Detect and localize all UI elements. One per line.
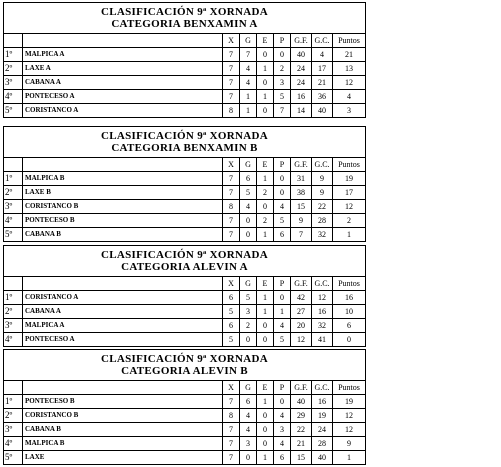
stat-cell: 1 (257, 228, 274, 242)
stat-cell: 31 (291, 172, 312, 186)
stat-cell: 0 (257, 48, 274, 62)
stat-cell: 7 (291, 228, 312, 242)
stat-cell: 6 (240, 172, 257, 186)
header-row (4, 277, 366, 291)
stat-cell: 28 (312, 437, 333, 451)
stat-cell: 7 (274, 104, 291, 118)
standings-table (3, 245, 366, 347)
stat-cell: 19 (333, 172, 366, 186)
stat-cell: 12 (312, 291, 333, 305)
position-cell: 4º (4, 90, 23, 104)
stat-cell: 5 (240, 291, 257, 305)
stat-cell: 0 (257, 437, 274, 451)
position-cell: 1º (4, 172, 23, 186)
stat-cell: 0 (240, 214, 257, 228)
header-row (4, 34, 366, 48)
stat-cell: 12 (333, 76, 366, 90)
column-header: G.F. (291, 277, 312, 291)
category-line: CATEGORIA ALEVIN A (121, 261, 248, 273)
stat-cell: 8 (223, 104, 240, 118)
team-cell: CABANA A (23, 76, 223, 90)
team-cell: CABANA B (23, 228, 223, 242)
column-header: P (274, 277, 291, 291)
table-title (4, 350, 366, 381)
standings-table-block (3, 126, 366, 242)
stat-cell: 16 (312, 305, 333, 319)
table-row (4, 172, 366, 186)
stat-cell: 3 (333, 104, 366, 118)
stat-cell: 8 (223, 200, 240, 214)
stat-cell: 4 (274, 200, 291, 214)
table-row (4, 319, 366, 333)
standings-table (3, 126, 366, 242)
stat-cell: 4 (274, 437, 291, 451)
stat-cell: 3 (240, 437, 257, 451)
stat-cell: 40 (312, 104, 333, 118)
stat-cell: 1 (257, 451, 274, 465)
stat-cell: 7 (223, 76, 240, 90)
team-cell: CABANA B (23, 423, 223, 437)
stat-cell: 4 (274, 319, 291, 333)
stat-cell: 2 (274, 62, 291, 76)
stat-cell: 16 (312, 395, 333, 409)
stat-cell: 21 (333, 48, 366, 62)
stat-cell: 0 (333, 333, 366, 347)
table-row (4, 395, 366, 409)
stat-cell: 17 (312, 62, 333, 76)
position-cell: 5º (4, 451, 23, 465)
column-header: E (257, 34, 274, 48)
stat-cell: 0 (240, 228, 257, 242)
position-cell: 4º (4, 214, 23, 228)
column-header: G.C. (312, 381, 333, 395)
table-row (4, 305, 366, 319)
stat-cell: 4 (240, 409, 257, 423)
position-cell: 3º (4, 423, 23, 437)
stat-cell: 9 (312, 172, 333, 186)
team-cell: LAXE B (23, 186, 223, 200)
table-row (4, 333, 366, 347)
stat-cell: 15 (291, 200, 312, 214)
stat-cell: 4 (274, 409, 291, 423)
table-title (4, 3, 366, 34)
stat-cell: 21 (312, 76, 333, 90)
title-row (4, 246, 366, 277)
category-line: CATEGORIA ALEVIN B (121, 365, 248, 377)
column-header: G.F. (291, 158, 312, 172)
column-header: G (240, 34, 257, 48)
stat-cell: 17 (333, 186, 366, 200)
position-cell: 4º (4, 437, 23, 451)
stat-cell: 27 (291, 305, 312, 319)
stat-cell: 7 (223, 214, 240, 228)
stat-cell: 5 (274, 333, 291, 347)
column-header: G.F. (291, 381, 312, 395)
column-header: P (274, 381, 291, 395)
stat-cell: 22 (312, 200, 333, 214)
stat-cell: 0 (274, 186, 291, 200)
stat-cell: 1 (257, 90, 274, 104)
column-header: P (274, 34, 291, 48)
column-header: Puntos (333, 277, 366, 291)
stat-cell: 5 (274, 90, 291, 104)
stat-cell: 7 (223, 423, 240, 437)
stat-cell: 7 (223, 228, 240, 242)
stat-cell: 7 (240, 48, 257, 62)
stat-cell: 0 (257, 76, 274, 90)
column-header: G (240, 158, 257, 172)
stat-cell: 4 (333, 90, 366, 104)
position-cell: 5º (4, 228, 23, 242)
stat-cell: 2 (333, 214, 366, 228)
stat-cell: 6 (223, 291, 240, 305)
stat-cell: 24 (291, 76, 312, 90)
column-header: G (240, 381, 257, 395)
stat-cell: 7 (223, 395, 240, 409)
stat-cell: 4 (240, 76, 257, 90)
stat-cell: 1 (274, 305, 291, 319)
stat-cell: 1 (257, 172, 274, 186)
stat-cell: 4 (312, 48, 333, 62)
title-row (4, 3, 366, 34)
team-cell: PONTECESO A (23, 333, 223, 347)
stat-cell: 7 (223, 172, 240, 186)
column-header: X (223, 158, 240, 172)
position-cell: 2º (4, 305, 23, 319)
stat-cell: 9 (291, 214, 312, 228)
stat-cell: 12 (333, 409, 366, 423)
title-line: CLASIFICACIÓN 9ª XORNADA (101, 6, 268, 18)
stat-cell: 0 (257, 319, 274, 333)
column-header: Puntos (333, 158, 366, 172)
stat-cell: 6 (274, 228, 291, 242)
team-cell: CABANA A (23, 305, 223, 319)
stat-cell: 40 (312, 451, 333, 465)
column-header: G.F. (291, 34, 312, 48)
stat-cell: 40 (291, 48, 312, 62)
stat-cell: 21 (291, 437, 312, 451)
stat-cell: 6 (333, 319, 366, 333)
stat-cell: 0 (240, 333, 257, 347)
column-header: Puntos (333, 34, 366, 48)
column-header: P (274, 158, 291, 172)
position-cell: 1º (4, 395, 23, 409)
stat-cell: 8 (223, 409, 240, 423)
stat-cell: 5 (240, 186, 257, 200)
stat-cell: 5 (223, 305, 240, 319)
stat-cell: 15 (291, 451, 312, 465)
standings-table (3, 349, 366, 465)
stat-cell: 1 (257, 395, 274, 409)
header-row (4, 381, 366, 395)
stat-cell: 16 (333, 291, 366, 305)
stat-cell: 3 (274, 423, 291, 437)
stat-cell: 1 (240, 104, 257, 118)
stat-cell: 36 (312, 90, 333, 104)
table-row (4, 62, 366, 76)
stat-cell: 12 (333, 200, 366, 214)
stat-cell: 7 (223, 451, 240, 465)
column-header: G.C. (312, 34, 333, 48)
position-cell: 3º (4, 76, 23, 90)
table-row (4, 451, 366, 465)
stat-cell: 2 (240, 319, 257, 333)
stat-cell: 42 (291, 291, 312, 305)
stat-cell: 20 (291, 319, 312, 333)
column-header: G.C. (312, 158, 333, 172)
position-cell: 1º (4, 291, 23, 305)
column-header: E (257, 277, 274, 291)
position-cell: 3º (4, 200, 23, 214)
stat-cell: 9 (312, 186, 333, 200)
stat-cell: 0 (240, 451, 257, 465)
stat-cell: 12 (291, 333, 312, 347)
stat-cell: 41 (312, 333, 333, 347)
stat-cell: 12 (333, 423, 366, 437)
stat-cell: 38 (291, 186, 312, 200)
team-cell: MALPICA B (23, 172, 223, 186)
team-cell: PONTECESO B (23, 395, 223, 409)
position-cell: 2º (4, 186, 23, 200)
title-line: CLASIFICACIÓN 9ª XORNADA (101, 130, 268, 142)
stat-cell: 13 (333, 62, 366, 76)
stat-cell: 4 (240, 62, 257, 76)
stat-cell: 3 (240, 305, 257, 319)
team-cell: LAXE A (23, 62, 223, 76)
stat-cell: 7 (223, 186, 240, 200)
header-row (4, 158, 366, 172)
table-row (4, 76, 366, 90)
team-cell: PONTECESO B (23, 214, 223, 228)
stat-cell: 7 (223, 437, 240, 451)
stat-cell: 0 (274, 291, 291, 305)
column-header: E (257, 158, 274, 172)
stat-cell: 0 (274, 395, 291, 409)
team-cell: PONTECESO A (23, 90, 223, 104)
header-blank-cell (23, 381, 223, 395)
table-row (4, 228, 366, 242)
table-row (4, 186, 366, 200)
standings-table-block (3, 2, 366, 118)
table-row (4, 48, 366, 62)
stat-cell: 19 (333, 395, 366, 409)
title-row (4, 350, 366, 381)
stat-cell: 1 (240, 90, 257, 104)
stat-cell: 10 (333, 305, 366, 319)
table-row (4, 437, 366, 451)
stat-cell: 3 (274, 76, 291, 90)
position-cell: 1º (4, 48, 23, 62)
category-line: CATEGORIA BENXAMIN B (111, 142, 258, 154)
table-row (4, 90, 366, 104)
team-cell: CORISTANCO B (23, 200, 223, 214)
stat-cell: 32 (312, 228, 333, 242)
position-cell: 4º (4, 333, 23, 347)
position-cell: 2º (4, 62, 23, 76)
title-row (4, 127, 366, 158)
stat-cell: 1 (257, 291, 274, 305)
column-header: X (223, 34, 240, 48)
stat-cell: 2 (257, 186, 274, 200)
header-blank-cell (23, 34, 223, 48)
stat-cell: 0 (257, 104, 274, 118)
standings-table (3, 2, 366, 118)
header-blank-cell (4, 34, 23, 48)
stat-cell: 2 (257, 214, 274, 228)
team-cell: CORISTANCO A (23, 104, 223, 118)
header-blank-cell (23, 277, 223, 291)
stat-cell: 22 (291, 423, 312, 437)
stat-cell: 4 (240, 200, 257, 214)
column-header: X (223, 381, 240, 395)
stat-cell: 16 (291, 90, 312, 104)
stat-cell: 1 (257, 62, 274, 76)
title-line: CLASIFICACIÓN 9ª XORNADA (101, 353, 268, 365)
stat-cell: 19 (312, 409, 333, 423)
stat-cell: 0 (274, 48, 291, 62)
stat-cell: 6 (274, 451, 291, 465)
column-header: Puntos (333, 381, 366, 395)
header-blank-cell (4, 381, 23, 395)
team-cell: CORISTANCO A (23, 291, 223, 305)
stat-cell: 4 (240, 423, 257, 437)
column-header: G.C. (312, 277, 333, 291)
stat-cell: 1 (333, 451, 366, 465)
column-header: E (257, 381, 274, 395)
stat-cell: 7 (223, 48, 240, 62)
table-row (4, 104, 366, 118)
table-row (4, 200, 366, 214)
stat-cell: 24 (291, 62, 312, 76)
stat-cell: 9 (333, 437, 366, 451)
team-cell: MALPICA B (23, 437, 223, 451)
column-header: G (240, 277, 257, 291)
column-header: X (223, 277, 240, 291)
team-cell: LAXE (23, 451, 223, 465)
stat-cell: 32 (312, 319, 333, 333)
position-cell: 2º (4, 409, 23, 423)
stat-cell: 0 (274, 172, 291, 186)
stat-cell: 40 (291, 395, 312, 409)
table-row (4, 423, 366, 437)
category-line: CATEGORIA BENXAMIN A (111, 18, 258, 30)
table-row (4, 214, 366, 228)
position-cell: 3º (4, 319, 23, 333)
stat-cell: 24 (312, 423, 333, 437)
stat-cell: 1 (257, 305, 274, 319)
stat-cell: 6 (223, 319, 240, 333)
stat-cell: 0 (257, 200, 274, 214)
stat-cell: 1 (333, 228, 366, 242)
stat-cell: 0 (257, 423, 274, 437)
table-row (4, 291, 366, 305)
stat-cell: 0 (257, 409, 274, 423)
table-title (4, 246, 366, 277)
title-line: CLASIFICACIÓN 9ª XORNADA (101, 249, 268, 261)
stat-cell: 6 (240, 395, 257, 409)
team-cell: MALPICA A (23, 48, 223, 62)
stat-cell: 5 (274, 214, 291, 228)
header-blank-cell (4, 277, 23, 291)
stat-cell: 28 (312, 214, 333, 228)
stat-cell: 7 (223, 90, 240, 104)
team-cell: CORISTANCO B (23, 409, 223, 423)
stat-cell: 7 (223, 62, 240, 76)
position-cell: 5º (4, 104, 23, 118)
standings-table-block (3, 245, 366, 347)
stat-cell: 5 (223, 333, 240, 347)
stat-cell: 14 (291, 104, 312, 118)
table-title (4, 127, 366, 158)
stat-cell: 0 (257, 333, 274, 347)
standings-table-block (3, 349, 366, 465)
team-cell: MALPICA A (23, 319, 223, 333)
stat-cell: 29 (291, 409, 312, 423)
table-row (4, 409, 366, 423)
header-blank-cell (4, 158, 23, 172)
header-blank-cell (23, 158, 223, 172)
